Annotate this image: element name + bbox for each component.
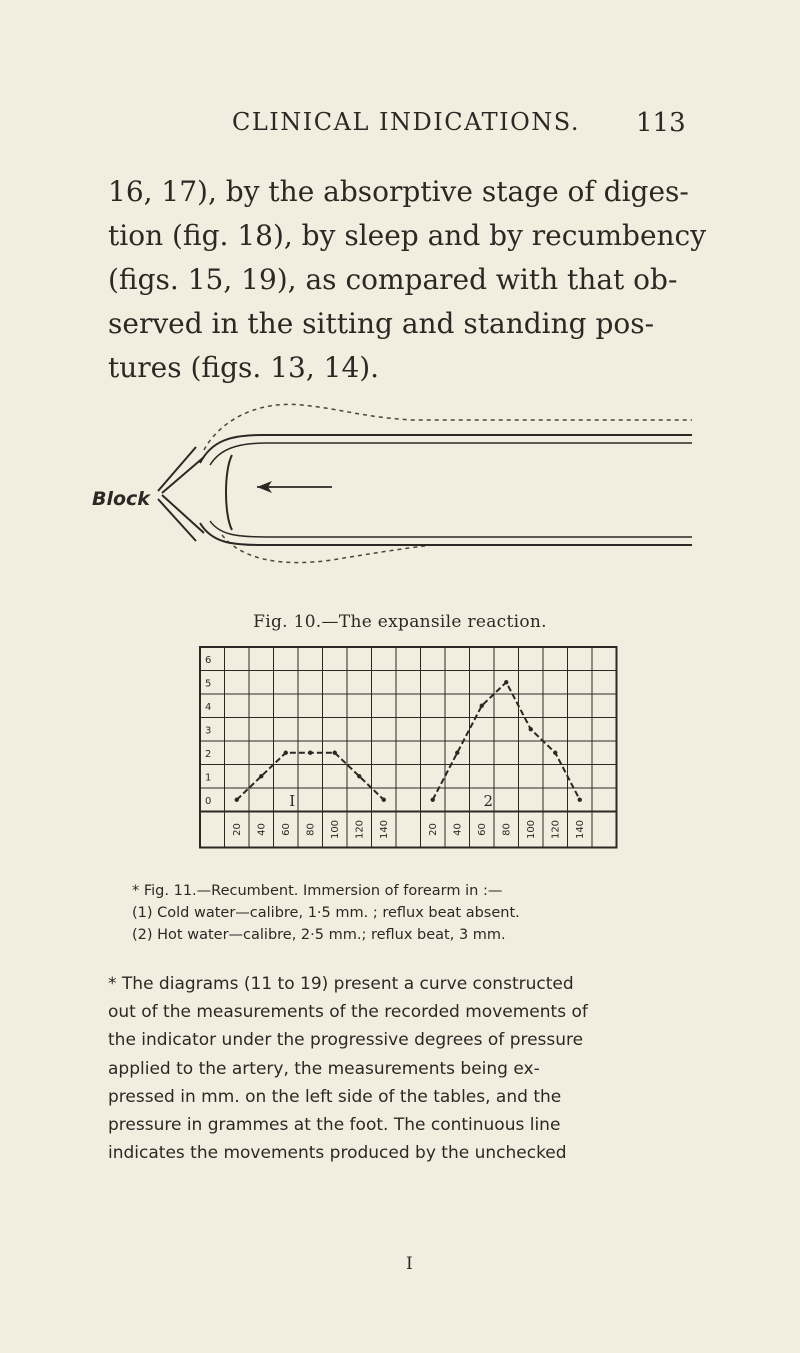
chart-frame [200,647,617,848]
x-tick-label: 120 [550,819,562,840]
data-point [235,798,239,802]
vessel-wall-lower-inner [210,521,692,537]
footnote-line: * The diagrams (11 to 19) present a curve constructed [108,974,574,994]
data-point [308,751,312,755]
x-tick-label: 100 [525,819,537,840]
figure-10-caption: Fig. 10.—The expansile reaction. [253,612,547,632]
y-tick-label: 0 [205,796,212,807]
block-label: Block [92,488,150,510]
caption-line: * Fig. 11.—Recumbent. Immersion of forearm in :— [132,883,503,899]
x-tick-label: 40 [256,823,268,836]
y-tick-label: 5 [205,678,212,690]
data-point [382,798,386,802]
footnote [108,970,728,1167]
body-paragraph [108,170,708,390]
paragraph-line: (figs. 15, 19), as compared with that ob- [108,263,678,296]
vessel-wall-upper [200,435,692,463]
x-tick-label: 60 [280,823,292,836]
series-line [237,753,384,800]
x-tick-label: 100 [329,819,341,840]
data-point [284,751,288,755]
x-tick-label: 80 [305,823,317,836]
vessel-wall-lower [200,523,692,545]
footnote-line: pressure in grammes at the foot. The continuous line [108,1115,561,1136]
caption-line: (2) Hot water—calibre, 2·5 mm.; reflux beat, 3 mm. [132,927,506,943]
y-tick-label: 2 [205,749,212,760]
x-tick-label: 140 [378,819,390,840]
data-point [455,751,459,755]
signature-mark: I [406,1254,413,1274]
data-point [529,727,533,731]
inner-bracket [226,455,232,530]
data-point [578,798,582,802]
footnote-line: the indicator under the progressive degrees of pressure [108,1030,584,1051]
y-tick-label: 3 [205,725,212,737]
paragraph-line: served in the sitting and standing pos- [108,307,655,340]
x-tick-label: 60 [476,823,488,836]
panel-label: I [289,791,296,810]
x-tick-label: 80 [501,823,513,836]
footnote-line: pressed in mm. on the left side of the tables, and the [108,1086,562,1107]
panel-label: 2 [483,791,494,810]
y-tick-label: 1 [205,772,212,784]
running-head: CLINICAL INDICATIONS. [232,108,580,136]
x-tick-label: 20 [231,823,243,836]
data-point [480,704,484,708]
vessel-dotted-outline-lower [222,535,432,563]
data-point [553,751,557,755]
data-point [333,751,337,755]
data-point [431,798,435,802]
x-tick-label: 120 [354,819,366,840]
figure-11-caption [132,880,732,946]
paragraph-line: tion (fig. 18), by sleep and by recumbency [108,219,707,252]
data-point [357,774,361,778]
vessel-wall-upper-inner [210,443,692,465]
caption-line: (1) Cold water—calibre, 1·5 mm. ; reflux beat absent. [132,905,520,921]
x-tick-label: 40 [452,823,464,836]
footnote-line: out of the measurements of the recorded movements of [108,1002,588,1023]
data-point [504,680,508,684]
paragraph-line: 16, 17), by the absorptive stage of diges- [108,175,689,208]
figure-11-chart [190,642,640,852]
paragraph-line: tures (figs. 13, 14). [108,351,380,384]
footnote-line: applied to the artery, the measurements being ex- [108,1058,540,1079]
block-brace [158,447,204,541]
y-tick-label: 6 [205,655,212,666]
page-number: 113 [636,108,686,138]
data-point [259,774,263,778]
y-tick-label: 4 [205,702,212,713]
footnote-line: indicates the movements produced by the unchecked [108,1143,567,1164]
x-tick-label: 140 [574,819,586,840]
x-tick-label: 20 [427,823,439,836]
figure-10-diagram [92,395,692,580]
